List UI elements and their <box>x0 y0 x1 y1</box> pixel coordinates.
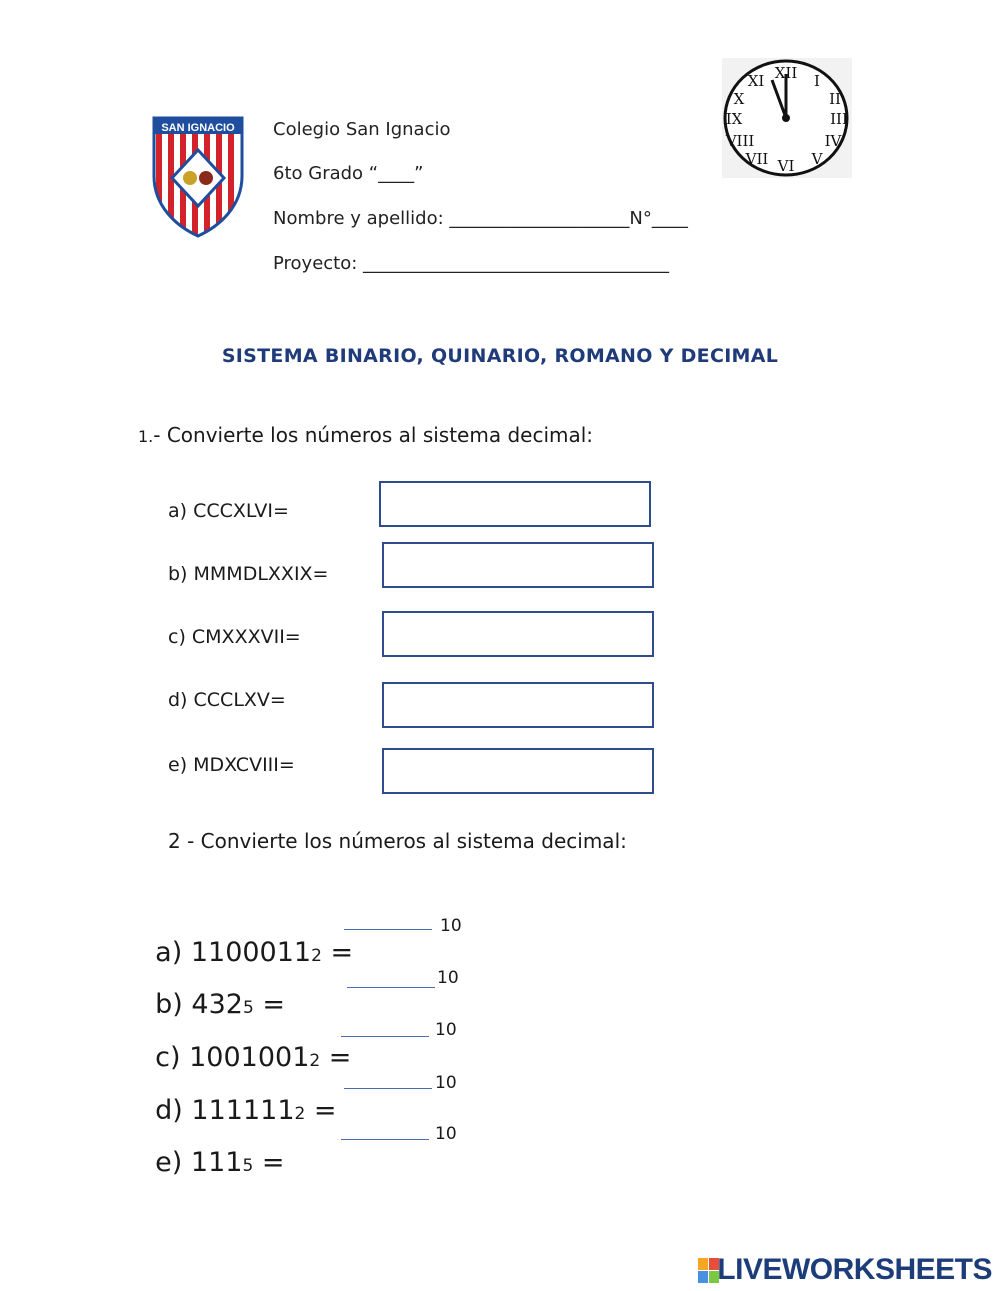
item-c-number: c) 1001001 <box>155 1042 310 1073</box>
roman-label-e: e) MDXCVIII= <box>168 754 295 776</box>
crest-text: SAN IGNACIO <box>161 122 235 134</box>
svg-text:VI: VI <box>777 157 795 175</box>
target-base-e: 10 <box>435 1124 457 1144</box>
answer-box-d[interactable] <box>382 682 654 728</box>
roman-label-b: b) MMMDLXXIX= <box>168 563 329 585</box>
item-a-eq: = <box>321 937 354 968</box>
school-crest <box>150 114 246 238</box>
target-base-d: 10 <box>435 1073 457 1093</box>
answer-line-d[interactable] <box>344 1088 432 1089</box>
svg-text:XII: XII <box>774 64 798 82</box>
item-b-base: 5 <box>242 998 254 1018</box>
answer-box-a[interactable] <box>379 481 651 527</box>
project-line: Proyecto: __________________________________ <box>273 253 670 274</box>
svg-text:I: I <box>814 72 820 90</box>
quinary-item-e <box>138 1116 284 1178</box>
svg-text:VII: VII <box>745 150 769 168</box>
svg-text:V: V <box>811 150 823 168</box>
name-line: Nombre y apellido: ____________________N°____ <box>273 208 688 229</box>
item-b-number: b) 432 <box>155 989 243 1020</box>
svg-text:II: II <box>829 90 841 108</box>
roman-label-c: c) CMXXXVII= <box>168 626 301 648</box>
item-a-number: a) 1100011 <box>155 937 312 968</box>
section2-instruction: 2 - Convierte los números al sistema decimal: <box>168 829 627 853</box>
clock-icon <box>722 58 852 178</box>
answer-box-b[interactable] <box>382 542 654 588</box>
svg-text:IX: IX <box>725 110 743 128</box>
answer-line-a[interactable] <box>344 929 432 930</box>
svg-text:VIII: VIII <box>725 132 755 150</box>
section1-text: - Convierte los números al sistema decimal: <box>153 423 594 447</box>
item-b-eq: = <box>253 989 286 1020</box>
target-base-b: 10 <box>437 968 459 988</box>
answer-line-c[interactable] <box>341 1036 429 1037</box>
item-a-base: 2 <box>311 946 322 966</box>
section1-instruction <box>138 423 593 447</box>
worksheet-title: SISTEMA BINARIO, QUINARIO, ROMANO Y DECIMAL <box>221 345 779 367</box>
answer-box-c[interactable] <box>382 611 654 657</box>
target-base-a: 10 <box>440 916 462 936</box>
section1-number: 1. <box>138 427 154 446</box>
answer-line-e[interactable] <box>341 1139 429 1140</box>
item-c-eq: = <box>320 1042 352 1073</box>
item-d-number: d) 111111 <box>155 1095 295 1126</box>
item-e-number: e) 111 <box>155 1147 243 1178</box>
item-e-base: 5 <box>242 1156 254 1176</box>
answer-line-b[interactable] <box>347 987 435 988</box>
svg-text:X: X <box>733 90 745 108</box>
item-d-base: 2 <box>294 1104 306 1124</box>
item-d-eq: = <box>305 1095 337 1126</box>
svg-text:XI: XI <box>747 72 765 90</box>
roman-label-a: a) CCCXLVI= <box>168 500 289 522</box>
svg-text:IV: IV <box>824 132 842 150</box>
answer-box-e[interactable] <box>382 748 654 794</box>
target-base-c: 10 <box>435 1020 457 1040</box>
school-name: Colegio San Ignacio <box>273 119 451 140</box>
roman-label-d: d) CCCLXV= <box>168 689 286 711</box>
grade-line: 6to Grado “____” <box>273 163 424 184</box>
item-c-base: 2 <box>309 1051 321 1071</box>
brand-wordmark: LIVEWORKSHEETS <box>717 1253 992 1286</box>
item-e-eq: = <box>253 1147 285 1178</box>
svg-text:III: III <box>830 110 848 128</box>
